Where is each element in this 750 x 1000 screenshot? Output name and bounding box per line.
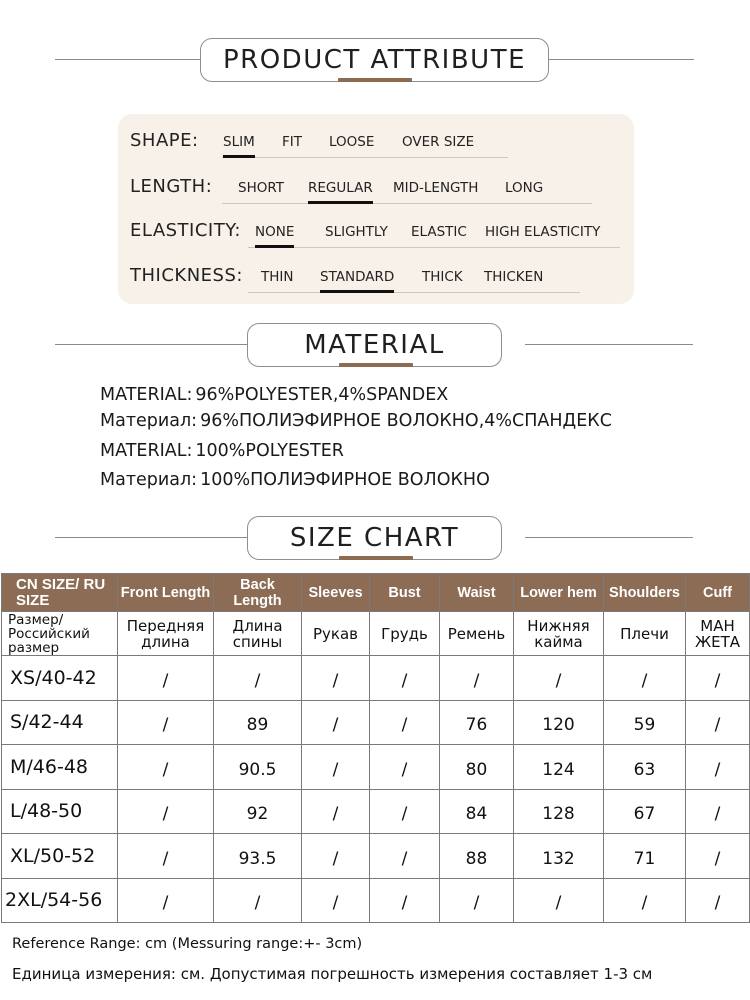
size-cell: XL/50-52: [2, 834, 118, 879]
divider-right: [525, 537, 693, 538]
divider-left: [55, 59, 200, 60]
option-high-elasticity: HIGH ELASTICITY: [485, 224, 601, 240]
table-cell: /: [302, 700, 370, 745]
material-header: [0, 323, 750, 367]
col-header-front-length-ru: Передняя длина: [118, 612, 214, 656]
table-cell: /: [302, 789, 370, 834]
table-cell: /: [118, 834, 214, 879]
size-cell: XS/40-42: [2, 656, 118, 701]
table-cell: /: [440, 656, 514, 701]
table-cell: /: [370, 745, 440, 790]
attribute-row-length: [130, 170, 630, 200]
option-elastic: ELASTIC: [411, 224, 467, 240]
option-standard: STANDARD: [320, 269, 395, 285]
table-cell: 67: [604, 789, 686, 834]
option-thicken: THICKEN: [484, 269, 544, 285]
table-cell: /: [302, 745, 370, 790]
col-header-size: CN SIZE/ RU SIZE: [2, 574, 118, 612]
table-cell: /: [370, 878, 440, 923]
divider-left: [55, 537, 247, 538]
attribute-panel: [118, 114, 634, 304]
table-cell: /: [118, 745, 214, 790]
table-cell: /: [604, 656, 686, 701]
table-cell: 93.5: [214, 834, 302, 879]
attribute-baseline: [222, 203, 592, 204]
table-cell: /: [514, 656, 604, 701]
col-header-lower-hem-ru: Нижняя кайма: [514, 612, 604, 656]
material-line-3: [100, 441, 344, 461]
col-header-bust: Bust: [370, 574, 440, 612]
table-row: [2, 700, 750, 745]
table-cell: /: [686, 789, 750, 834]
table-cell: /: [370, 700, 440, 745]
attribute-label: ELASTICITY:: [130, 220, 241, 241]
attribute-row-elasticity: [130, 214, 630, 244]
table-cell: 128: [514, 789, 604, 834]
size-chart-title: SIZE CHART: [247, 516, 502, 560]
option-thick: THICK: [422, 269, 463, 285]
option-mid-length: MID-LENGTH: [393, 180, 479, 196]
table-cell: 132: [514, 834, 604, 879]
material-key: MATERIAL:: [100, 385, 193, 405]
size-chart-header: [0, 516, 750, 560]
size-cell: 2XL/54-56: [2, 878, 118, 923]
table-cell: 88: [440, 834, 514, 879]
title-accent: [339, 556, 413, 560]
reference-range-en: Reference Range: cm (Messuring range:+- 3cm): [12, 936, 363, 952]
attribute-label: SHAPE:: [130, 130, 199, 151]
divider-left: [55, 344, 247, 345]
table-cell: 89: [214, 700, 302, 745]
material-line-2: [100, 411, 612, 431]
col-header-cuff: Cuff: [686, 574, 750, 612]
product-attribute-title: PRODUCT ATTRIBUTE: [200, 38, 549, 82]
table-cell: /: [370, 834, 440, 879]
material-line-4: [100, 470, 490, 490]
table-cell: /: [214, 878, 302, 923]
material-title: MATERIAL: [247, 323, 502, 367]
table-cell: /: [686, 745, 750, 790]
table-cell: 90.5: [214, 745, 302, 790]
col-header-back-length-ru: Длина спины: [214, 612, 302, 656]
col-header-bust-ru: Грудь: [370, 612, 440, 656]
divider-right: [549, 59, 694, 60]
table-row: [2, 789, 750, 834]
table-row: [2, 656, 750, 701]
attribute-baseline: [222, 157, 508, 158]
table-cell: /: [118, 878, 214, 923]
material-line-1: [100, 385, 448, 405]
material-value: 100%ПОЛИЭФИРНОЕ ВОЛОКНО: [200, 470, 490, 490]
col-header-size-ru: Размер/ Российский размер: [2, 612, 118, 656]
option-slightly: SLIGHTLY: [325, 224, 388, 240]
material-key: Материал:: [100, 470, 198, 490]
col-header-sleeves-ru: Рукав: [302, 612, 370, 656]
option-loose: LOOSE: [329, 134, 375, 150]
divider-right: [525, 344, 693, 345]
table-cell: /: [214, 656, 302, 701]
col-header-lower-hem: Lower hem: [514, 574, 604, 612]
option-slim: SLIM: [223, 134, 255, 150]
option-short: SHORT: [238, 180, 284, 196]
table-row: [2, 745, 750, 790]
option-long: LONG: [505, 180, 544, 196]
size-cell: L/48-50: [2, 789, 118, 834]
col-header-sleeves: Sleeves: [302, 574, 370, 612]
table-cell: /: [118, 656, 214, 701]
option-none: NONE: [255, 224, 295, 240]
col-header-cuff-ru: МАН ЖЕТА: [686, 612, 750, 656]
attribute-row-thickness: [130, 259, 630, 289]
table-cell: /: [370, 656, 440, 701]
table-cell: 80: [440, 745, 514, 790]
attribute-label: LENGTH:: [130, 176, 213, 197]
option-regular: REGULAR: [308, 180, 373, 196]
table-cell: 76: [440, 700, 514, 745]
title-accent: [338, 78, 412, 82]
reference-range-ru: Единица измерения: см. Допустимая погрешность измерения составляет 1-3 см: [12, 965, 653, 983]
table-row: [2, 878, 750, 923]
table-cell: 84: [440, 789, 514, 834]
table-cell: /: [118, 789, 214, 834]
table-cell: 120: [514, 700, 604, 745]
col-header-shoulders: Shoulders: [604, 574, 686, 612]
col-header-waist: Waist: [440, 574, 514, 612]
attribute-row-shape: [130, 124, 630, 154]
product-attribute-header: [0, 38, 750, 82]
attribute-label: THICKNESS:: [130, 265, 243, 286]
table-cell: 92: [214, 789, 302, 834]
option-fit: FIT: [282, 134, 302, 150]
attribute-baseline: [248, 292, 580, 293]
option-thin: THIN: [261, 269, 294, 285]
col-header-waist-ru: Ремень: [440, 612, 514, 656]
size-cell: M/46-48: [2, 745, 118, 790]
col-header-back-length: Back Length: [214, 574, 302, 612]
table-header-en: [2, 574, 750, 612]
table-cell: 124: [514, 745, 604, 790]
table-cell: /: [604, 878, 686, 923]
option-over-size: OVER SIZE: [402, 134, 475, 150]
table-cell: /: [440, 878, 514, 923]
material-value: 100%POLYESTER: [195, 441, 344, 461]
table-cell: /: [686, 834, 750, 879]
table-cell: /: [370, 789, 440, 834]
attribute-baseline: [248, 247, 620, 248]
title-accent: [339, 363, 413, 367]
table-cell: /: [686, 700, 750, 745]
col-header-front-length: Front Length: [118, 574, 214, 612]
table-cell: /: [686, 656, 750, 701]
table-header-ru: [2, 612, 750, 656]
size-chart-table: [1, 573, 750, 923]
table-cell: /: [686, 878, 750, 923]
material-value: 96%POLYESTER,4%SPANDEX: [195, 385, 449, 405]
col-header-shoulders-ru: Плечи: [604, 612, 686, 656]
table-cell: 71: [604, 834, 686, 879]
table-cell: 59: [604, 700, 686, 745]
table-cell: /: [302, 656, 370, 701]
table-cell: 63: [604, 745, 686, 790]
table-cell: /: [302, 834, 370, 879]
material-key: MATERIAL:: [100, 441, 193, 461]
table-cell: /: [118, 700, 214, 745]
table-cell: /: [514, 878, 604, 923]
table-row: [2, 834, 750, 879]
material-value: 96%ПОЛИЭФИРНОЕ ВОЛОКНО,4%СПАНДЕКС: [200, 411, 612, 431]
material-key: Материал:: [100, 411, 198, 431]
size-cell: S/42-44: [2, 700, 118, 745]
table-cell: /: [302, 878, 370, 923]
